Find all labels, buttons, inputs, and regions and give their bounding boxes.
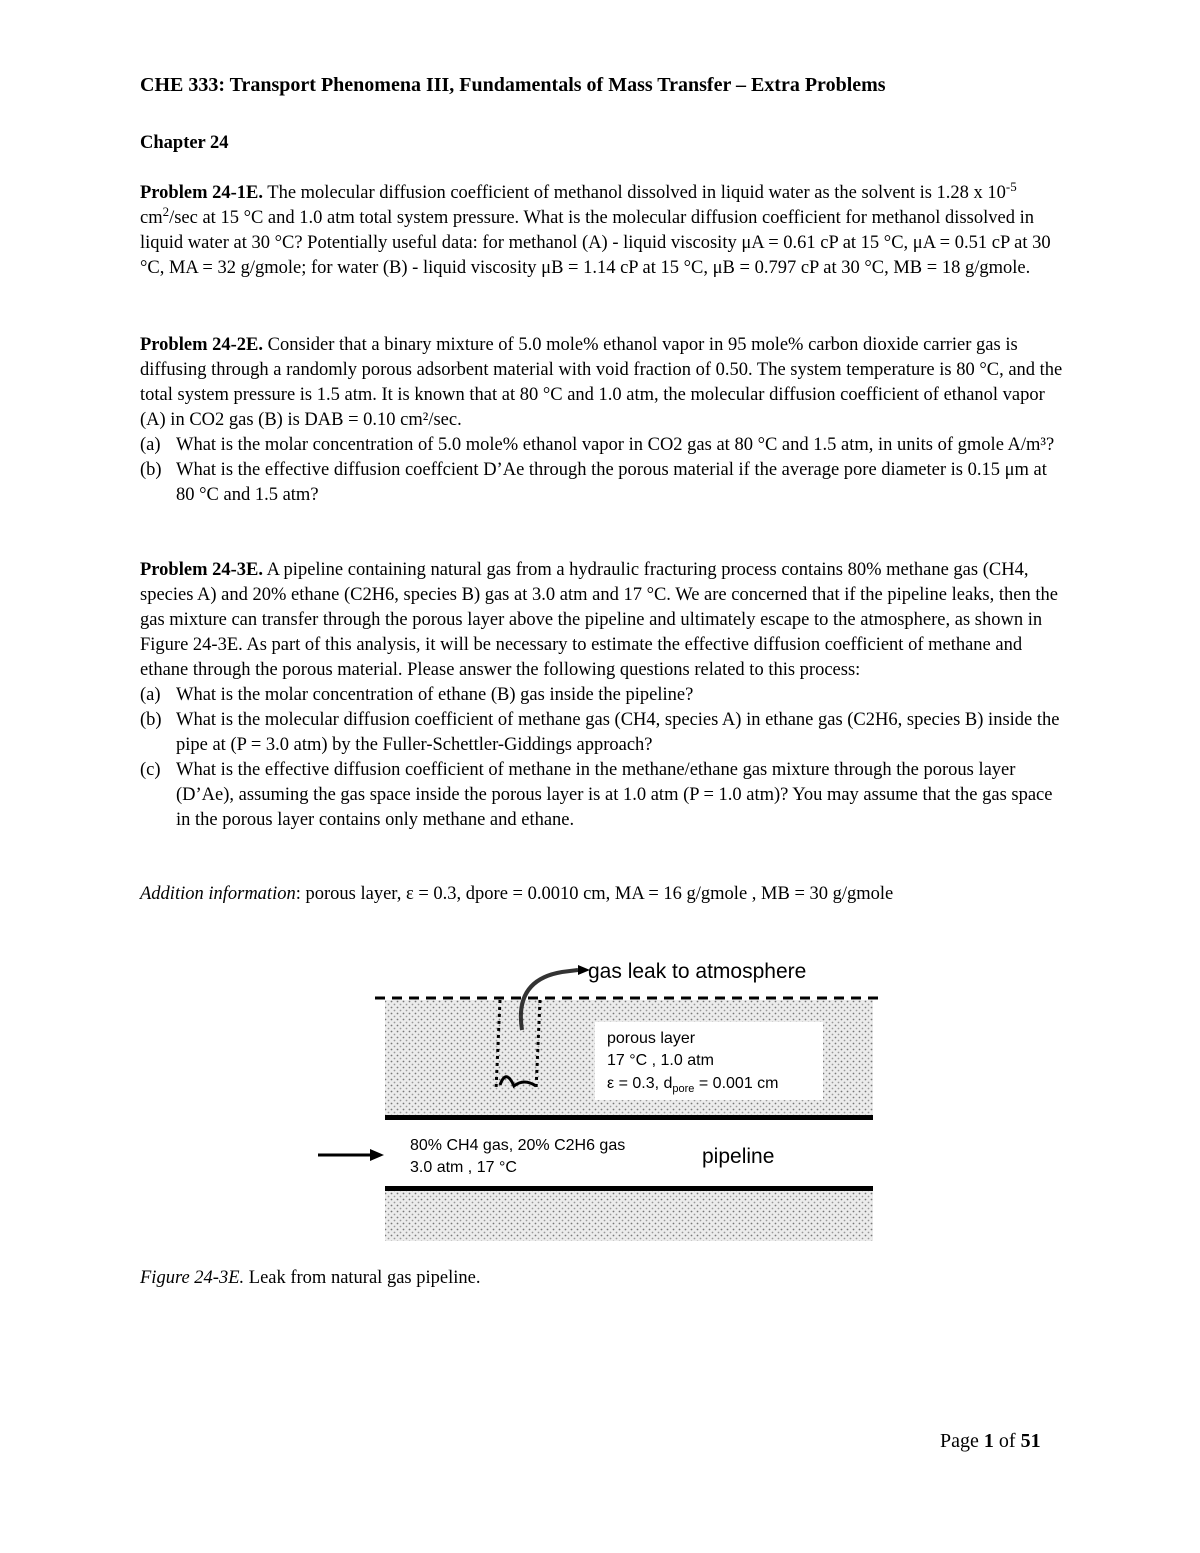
question-text: What is the molecular diffusion coefficient of methane gas (CH4, species A) in ethane gas (C2H6, species B) inside the pipe at (P = 3.0 atm) by the Fuller-Schettler-Giddings approach?: [176, 710, 1060, 755]
chapter-heading: Chapter 24: [140, 133, 229, 153]
porous-label-line: 17 °C , 1.0 atm: [607, 1052, 714, 1069]
problem-text: A pipeline containing natural gas from a hydraulic fracturing process contains 80% methane gas (CH4, species A) and 20% ethane (C2H6, species B) gas at 3.0 atm and 17 °C. We are concerned that if the pipeline leaks, then the gas mixture can transfer through the porous layer above the pipeline and ultimately escape to the atmosphere, as shown in Figure 24-3E. As part of this analysis, it will be necessary to estimate the effective diffusion coefficient of methane and ethane through the porous material. Please answer the following questions related to this process:: [140, 560, 1058, 680]
page-prefix: Page: [940, 1430, 984, 1452]
page-current: 1: [983, 1430, 994, 1452]
pipe-bottom-wall: [385, 1186, 873, 1191]
figure-caption: [140, 1268, 480, 1289]
gas-composition-label: 80% CH4 gas, 20% C2H6 gas: [410, 1137, 626, 1154]
problem-label: Problem 24-1E.: [140, 183, 263, 203]
question-label: (c): [140, 760, 161, 780]
question-label: (a): [140, 435, 161, 455]
question-a: [140, 683, 1065, 708]
problem-24-3e: [140, 558, 1065, 833]
exponent: 2: [162, 203, 170, 219]
question-text: What is the effective diffusion coeffcient D’Ae through the porous material if the average pore diameter is 0.15 μm at 80 °C and 1.5 atm?: [176, 460, 1047, 505]
question-label: (b): [140, 460, 162, 480]
soil-below-pipe: [385, 1191, 873, 1241]
question-a: [140, 433, 1065, 458]
problem-text: cm: [140, 208, 163, 228]
question-text: What is the molar concentration of ethane (B) gas inside the pipeline?: [176, 685, 694, 705]
problem-text: Consider that a binary mixture of 5.0 mole% ethanol vapor in 95 mole% carbon dioxide carrier gas is diffusing through a randomly porous adsorbent material with void fraction of 0.50. The system temperature is 80 °C, and the total system pressure is 1.5 atm. It is known that at 80 °C and 1.0 atm, the molecular diffusion coefficient of ethanol vapor (A) in CO2 gas (B) is DAB = 0.10 cm²/sec.: [140, 335, 1063, 430]
page-number: [940, 1430, 1041, 1453]
problem-24-1e: [140, 178, 1065, 281]
page-of: of: [993, 1430, 1021, 1452]
question-text: What is the molar concentration of 5.0 mole% ethanol vapor in CO2 gas at 80 °C and 1.5 atm, in units of gmole A/m³?: [176, 435, 1055, 455]
question-b: [140, 708, 1065, 758]
page-total: 51: [1020, 1430, 1041, 1452]
question-c: [140, 758, 1065, 833]
problem-text: The molecular diffusion coefficient of methanol dissolved in liquid water as the solvent is 1.28 x 10: [262, 183, 1006, 203]
problem-label: Problem 24-3E.: [140, 560, 263, 580]
question-label: (a): [140, 685, 161, 705]
problem-text: /sec at 15 °C and 1.0 atm total system pressure. What is the molecular diffusion coefficient for methanol dissolved in liquid water at 30 °C? Potentially useful data: for methanol (A) - liquid viscosity μA = 0.61 cP at 15 °C, μA = 0.51 cP at 30 °C, MA = 32 g/gmole; for water (B) - liquid viscosity μB = 1.14 cP at 15 °C, μB = 0.797 cP at 30 °C, MB = 18 g/gmole.: [140, 208, 1051, 278]
problem-24-2e: [140, 333, 1065, 508]
caption-label: Figure 24-3E.: [140, 1268, 245, 1288]
question-label: (b): [140, 710, 162, 730]
pipe-top-wall: [385, 1115, 873, 1120]
question-b: [140, 458, 1065, 508]
problem-label: Problem 24-2E.: [140, 335, 263, 355]
pipeline-leak-figure: [300, 940, 900, 1260]
leak-label: gas leak to atmosphere: [588, 960, 807, 983]
page-title: CHE 333: Transport Phenomena III, Fundamentals of Mass Transfer – Extra Problems: [140, 74, 886, 96]
caption-text: Leak from natural gas pipeline.: [244, 1268, 481, 1288]
porous-label-line: porous layer: [607, 1030, 696, 1047]
question-text: What is the effective diffusion coefficient of methane in the methane/ethane gas mixture through the porous layer (D’Ae), assuming the gas space inside the porous layer is at 1.0 atm (P = 1.0 atm)? You may assume that the gas space in the porous layer contains only methane and ethane.: [176, 760, 1053, 830]
addition-label: Addition information: [140, 884, 296, 904]
addition-information: [140, 882, 1065, 907]
arrow-head-icon: [370, 1149, 384, 1161]
gas-conditions-label: 3.0 atm , 17 °C: [410, 1159, 517, 1176]
porous-label-line: ε = 0.3, $d_{pore} = 0.001$ cm: [607, 1075, 779, 1095]
pipeline-label: pipeline: [702, 1145, 775, 1168]
addition-text: : porous layer, ε = 0.3, dpore = 0.0010 cm, MA = 16 g/gmole , MB = 30 g/gmole: [295, 884, 894, 904]
exponent: -5: [1005, 178, 1017, 194]
